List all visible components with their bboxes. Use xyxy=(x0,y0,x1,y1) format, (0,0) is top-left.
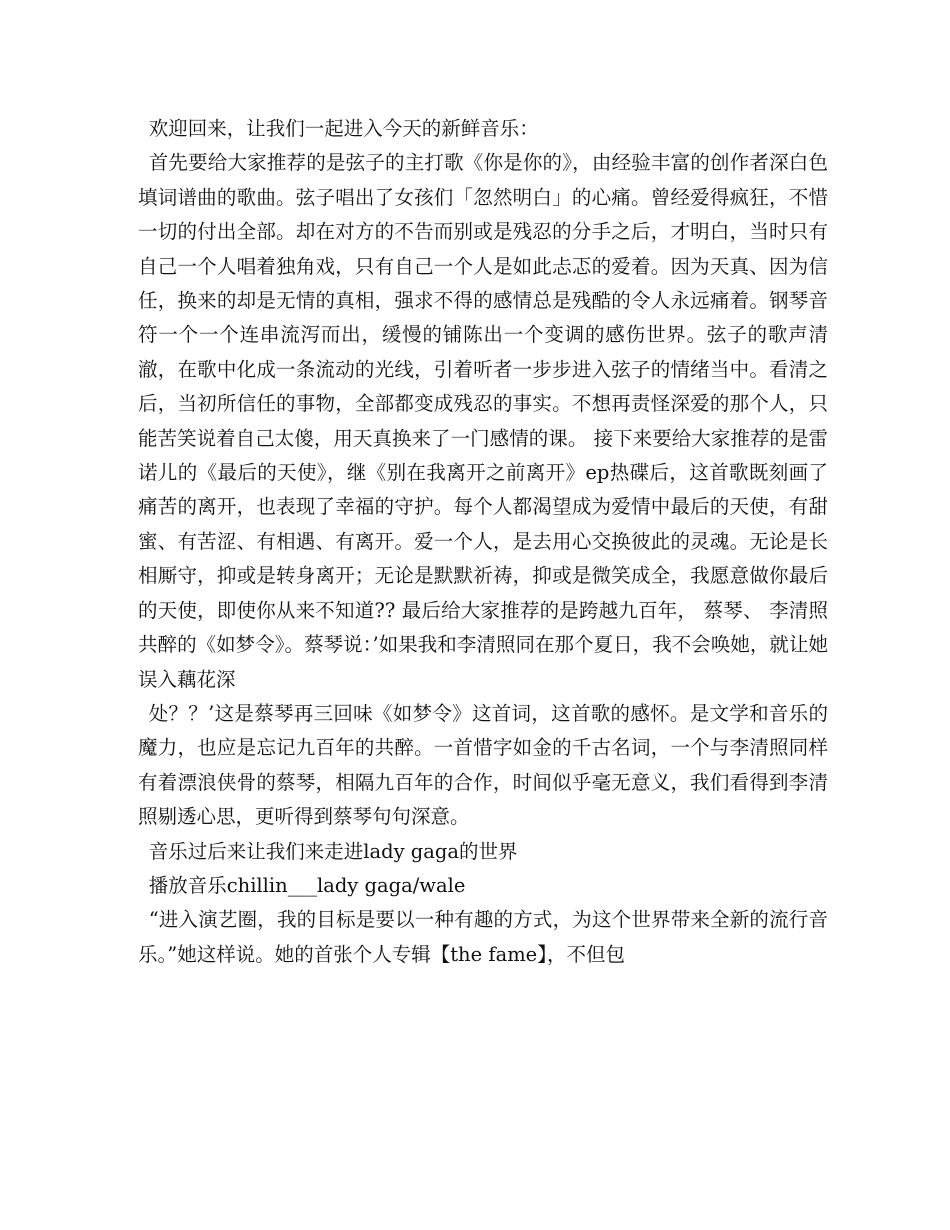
paragraph-play-music: 播放音乐chillin___lady gaga/wale xyxy=(148,873,466,897)
paragraph-recommendations: 首先要给大家推荐的是弦子的主打歌《你是你的》，由经验丰富的创作者深白色填词谱曲的歌曲。弦子唱出了女孩们「忽然明白」的心痛。曾经爱得疯狂，不惜一切的付出全部。却在对方的不告而别或是残忍的分手之后，才明白，当时只有自己一个人唱着独角戏，只有自己一个人是如此忐忑的爱着。因为天真、因为信任，换来的却是无情的真相，强求不得的感情总是残酷的令人永远痛着。钢琴音符一个一个连串流泻而出，缓慢的铺陈出一个变调的感伤世界。弦子的歌声清澈，在歌中化成一条流动的光线，引着听者一步步进入弦子的情绪当中。看清之后，当初所信任的事物，全部都变成残忍的事实。不想再责怪深爱的那个人，只能苦笑说着自己太傻，用天真换来了一门感情的课。 接下来要给大家推荐的是雷诺儿的《最后的天使》，继《别在我离开之前离开》ep热碟后，这首歌既刻画了痛苦的离开，也表现了幸福的守护。每个人都渴望成为爱情中最后的天使，有甜蜜、有苦涩、有相遇、有离开。爱一个人，是去用心交换彼此的灵魂。无论是长相厮守，抑或是转身离开；无论是默默祈祷，抑或是微笑成全，我愿意做你最后的天使，即使你从来不知道?? 最后给大家推荐的是跨越九百年， 蔡琴、 李清照共醉的《如梦令》。蔡琴说：’如果我和李清照同在那个夏日，我不会唤她，就让她误入藕花深 xyxy=(138,151,828,691)
paragraph-lady-gaga-intro: 音乐过后来让我们来走进lady gaga的世界 xyxy=(148,839,518,863)
paragraph-quote: “进入演艺圈，我的目标是要以一种有趣的方式，为这个世界带来全新的流行音乐。”她这样说。她的首张个人专辑【the fame】，不但包 xyxy=(138,908,828,966)
paragraph-ru-meng-ling: 处？？’这是蔡琴再三回味《如梦令》这首词，这首歌的感怀。是文学和音乐的魔力，也应是忘记九百年的共醉。一首惜字如金的千古名词，一个与李清照同样有着漂浪侠骨的蔡琴，相隔九百年的合作，时间似乎毫无意义，我们看得到李清照剔透心思，更听得到蔡琴句句深意。 xyxy=(138,701,828,829)
document-body xyxy=(138,112,828,972)
paragraph-welcome: 欢迎回来，让我们一起进入今天的新鲜音乐： xyxy=(148,117,539,140)
